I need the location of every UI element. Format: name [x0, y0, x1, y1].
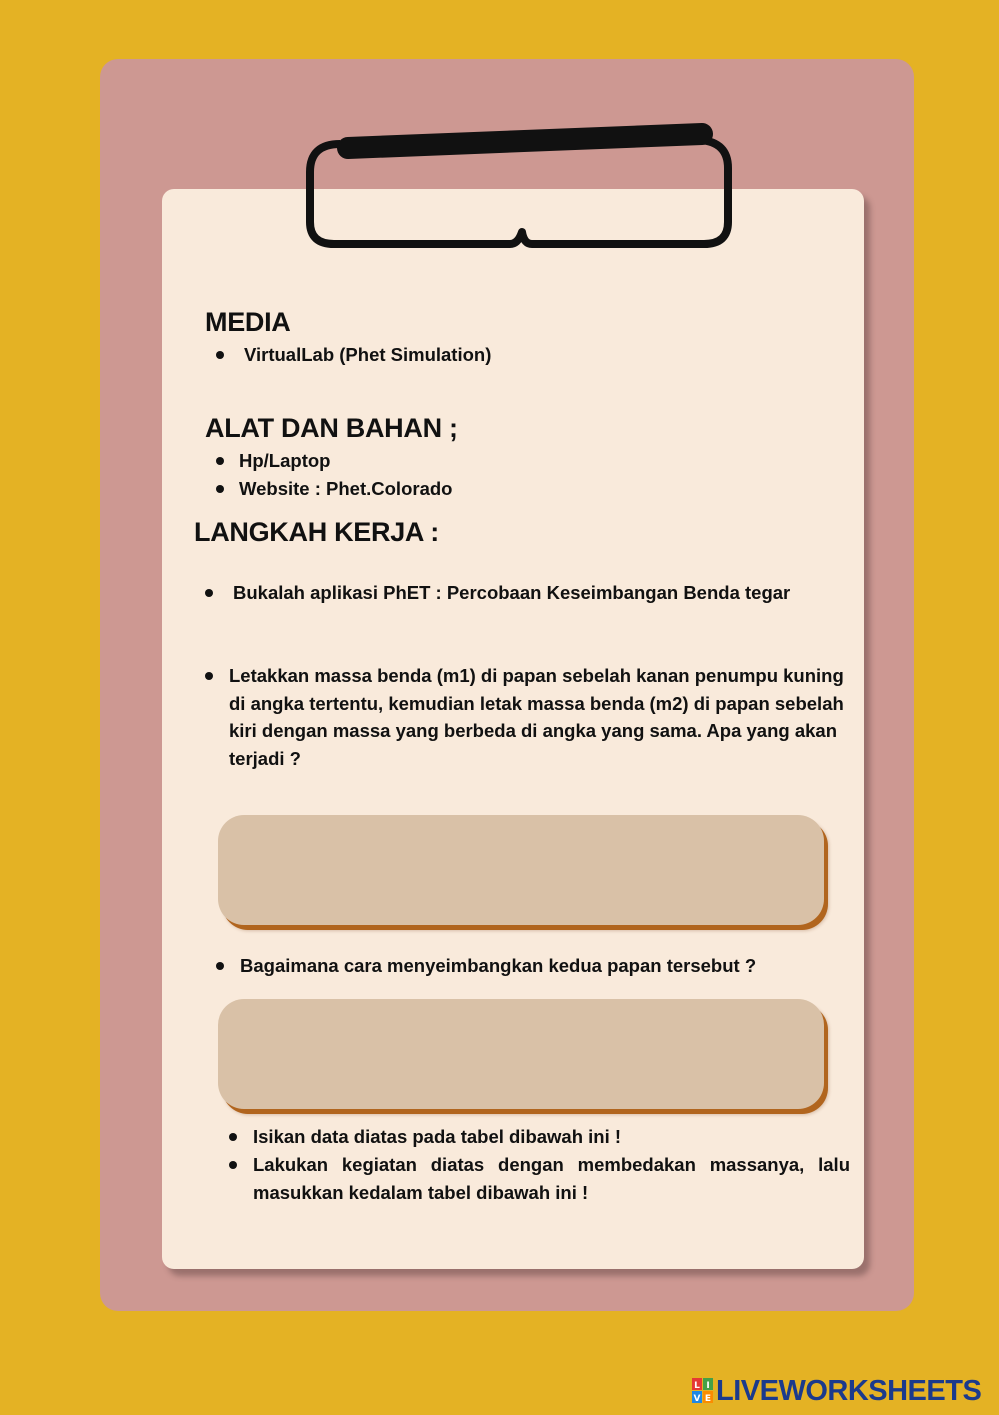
alat-bullet: [216, 457, 224, 465]
logo-letter: E: [704, 1394, 712, 1404]
step-4: Isikan data diatas pada tabel dibawah ini !: [253, 1126, 622, 1147]
step-2: Letakkan massa benda (m1) di papan sebelah kanan penumpu kuning di angka tertentu, kemudian letak massa benda (m2) di papan sebelah kiri dengan massa yang berbeda di angka yang sama. Apa yang akan terjadi ?: [229, 665, 844, 769]
step-1: Bukalah aplikasi PhET : Percobaan Keseimbangan Benda tegar: [233, 582, 791, 603]
clipboard-clip-icon: [300, 120, 740, 260]
answer-box-1[interactable]: [218, 815, 824, 925]
step-bullet: [216, 962, 224, 970]
step-bullet: [229, 1161, 237, 1169]
logo-letter: V: [693, 1394, 701, 1404]
media-heading: MEDIA: [205, 307, 291, 337]
step-bullet: [205, 589, 213, 597]
liveworksheets-logo-icon: [692, 1378, 714, 1404]
step-5: Lakukan kegiatan diatas dengan membedakan massanya, lalu masukkan kedalam tabel dibawah ini !: [253, 1154, 850, 1203]
logo-letter: I: [706, 1381, 710, 1391]
liveworksheets-logo-text: LIVEWORKSHEETS: [716, 1374, 982, 1407]
step-bullet: [229, 1133, 237, 1141]
liveworksheets-logo: [692, 1375, 981, 1407]
media-item: VirtualLab (Phet Simulation): [244, 344, 492, 365]
media-bullet: [216, 351, 224, 359]
alat-heading: ALAT DAN BAHAN ;: [205, 413, 458, 443]
langkah-heading: LANGKAH KERJA :: [194, 517, 439, 547]
alat-item: Website : Phet.Colorado: [239, 478, 453, 499]
logo-letter: L: [694, 1381, 700, 1391]
step-bullet: [205, 672, 213, 680]
answer-box-2[interactable]: [218, 999, 824, 1109]
step-3: Bagaimana cara menyeimbangkan kedua papan tersebut ?: [240, 955, 757, 976]
alat-item: Hp/Laptop: [239, 450, 331, 471]
alat-bullet: [216, 485, 224, 493]
